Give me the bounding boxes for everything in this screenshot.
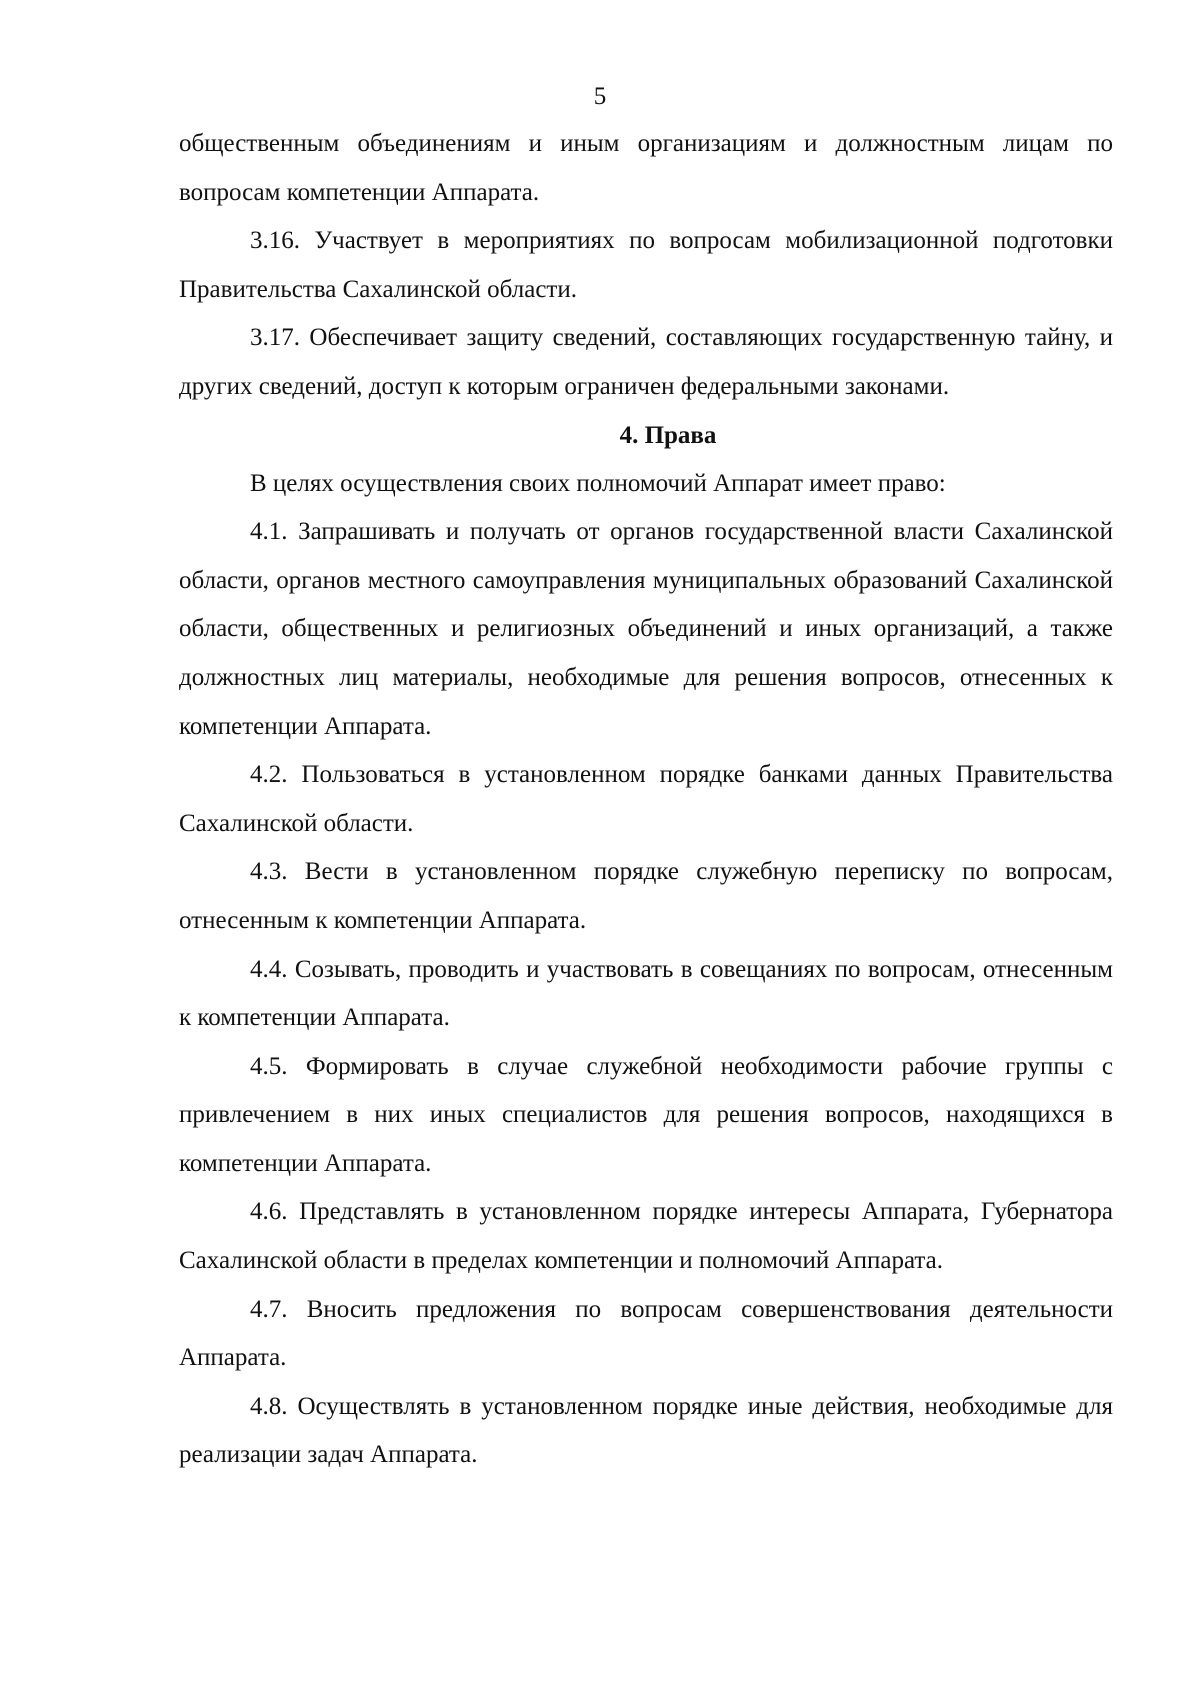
paragraph-4-7: 4.7. Вносить предложения по вопросам совершенствования деятельности Аппарата. (179, 1295, 1113, 1372)
section-intro: В целях осуществления своих полномочий Аппарат имеет право: (250, 469, 946, 497)
paragraph-4-8: 4.8. Осуществлять в установленном порядке иные действия, необходимые для реализации задач Аппарата. (179, 1392, 1113, 1469)
paragraph-4-1: 4.1. Запрашивать и получать от органов государственной власти Сахалинской области, органов местного самоуправления муниципальных образований Сахалинской области, общественных и религиозных объединений и иных организаций, а также должностных лиц материалы, необходимые для решения вопросов, отнесенных к компетенции Аппарата. (179, 518, 1113, 740)
paragraph-4-6: 4.6. Представлять в установленном порядке интересы Аппарата, Губернатора Сахалинской области в пределах компетенции и полномочий Аппарата. (179, 1198, 1113, 1275)
document-body (179, 120, 1113, 1480)
section-heading-rights: 4. Права (619, 421, 717, 449)
paragraph-4-2: 4.2. Пользоваться в установленном порядке банками данных Правительства Сахалинской области. (179, 761, 1113, 837)
paragraph-3-16: 3.16. Участвует в мероприятиях по вопросам мобилизационной подготовки Правительства Сахалинской области. (179, 227, 1113, 303)
paragraph-4-5: 4.5. Формировать в случае служебной необходимости рабочие группы с привлечением в них иных специалистов для решения вопросов, находящихся в компетенции Аппарата. (179, 1052, 1113, 1177)
page-number: 5 (593, 83, 607, 110)
paragraph-3-15-continuation: общественным объединениям и иным организациям и должностным лицам по вопросам компетенции Аппарата. (179, 130, 1113, 206)
paragraph-4-4: 4.4. Созывать, проводить и участвовать в совещаниях по вопросам, отнесенным к компетенции Аппарата. (179, 955, 1113, 1032)
paragraph-3-17: 3.17. Обеспечивает защиту сведений, составляющих государственную тайну, и других сведений, доступ к которым ограничен федеральными законами. (179, 324, 1113, 400)
paragraph-4-3: 4.3. Вести в установленном порядке служебную переписку по вопросам, отнесенным к компетенции Аппарата. (179, 858, 1113, 934)
